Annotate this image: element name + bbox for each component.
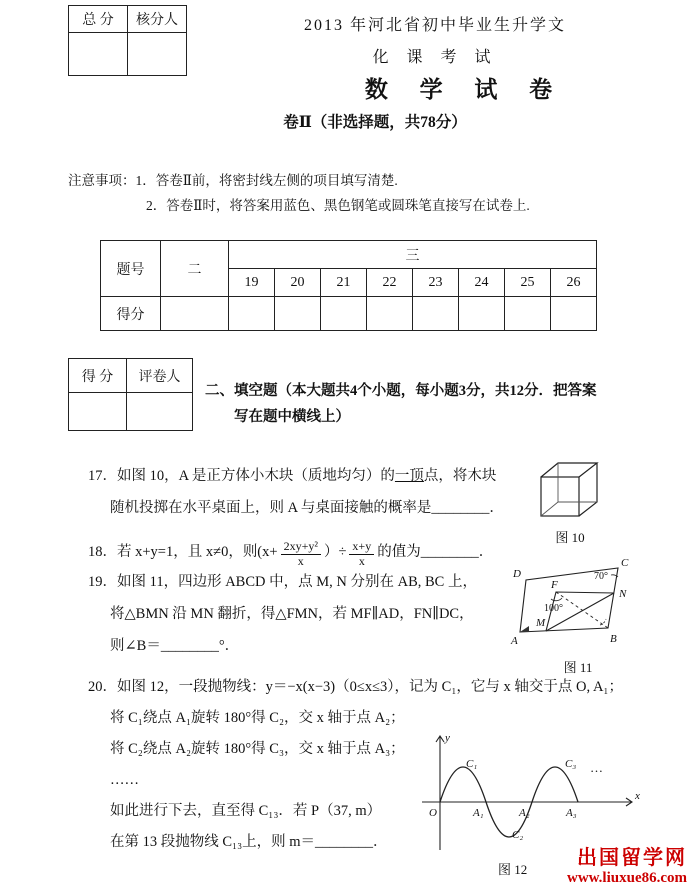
question-number-header: 题号: [101, 241, 161, 297]
fig11-label-m: M: [536, 617, 546, 629]
figure-11: [510, 556, 646, 676]
section-two-heading: [205, 378, 597, 430]
score-cell-26: [551, 297, 597, 331]
cube-right-face: [579, 463, 597, 516]
fig12-label-a2: A₂: [519, 807, 530, 819]
section-heading-line1: 二、填空题（本大题共4个小题，每小题3分，共12分．把答案: [205, 383, 597, 399]
angle-mark-a: [520, 626, 529, 632]
question-19-line2: 将△BMN 沿 MN 翻折，得△FMN，若 MF∥AD，FN∥DC，: [110, 606, 474, 622]
total-score-box: [68, 5, 187, 76]
question-19-line3: 则∠B＝________°．: [110, 638, 240, 654]
score-cell-20: [275, 297, 321, 331]
section-heading-line2: 写在题中横线上）: [234, 409, 350, 425]
x-axis: [422, 798, 632, 806]
notice-line1: 注意事项：1．答卷Ⅱ前，将密封线左侧的项目填写清楚.: [68, 173, 398, 188]
parabola-wave-figure: [416, 724, 648, 852]
fig11-label-b: B: [610, 633, 617, 645]
fig11-label-c: C: [621, 557, 629, 569]
score-row-label: 得分: [101, 297, 161, 331]
question-17-line1: [88, 460, 504, 492]
question-17-line2: 随机投掷在水平桌面上，则 A 与桌面接触的概率是________．: [110, 500, 504, 516]
dashed-fb-segment: [556, 592, 608, 628]
score-cell-23: [413, 297, 459, 331]
score-entry-cell: [69, 393, 127, 431]
grader-entry-cell: [127, 393, 193, 431]
question-20-line5: 如此进行下去，直至得 C₁₃．若 P（37, m）: [110, 803, 382, 819]
q18-frac1-numerator: 2xy+y²: [281, 540, 321, 555]
question-17: [88, 460, 504, 524]
quadrilateral-figure: [510, 556, 646, 650]
section-two-header: 二: [161, 241, 229, 297]
score-checker-label: 核分人: [128, 6, 187, 33]
score-summary-table: [100, 240, 597, 331]
fig11-label-d: D: [513, 568, 521, 580]
figure-12-caption: 图 12: [498, 862, 528, 877]
question-col-23: 23: [413, 269, 459, 297]
q18-fraction-1: [281, 540, 321, 569]
angle-arc-f: [551, 598, 562, 601]
score-cell-25: [505, 297, 551, 331]
score-cell-two: [161, 297, 229, 331]
figure-10: [530, 458, 610, 546]
q18-frac2-denominator: x: [358, 554, 365, 568]
exam-title-line2: 化 课 考 试: [372, 49, 498, 66]
volume-subtitle: 卷Ⅱ（非选择题，共78分）: [283, 114, 467, 131]
score-label: 得 分: [69, 359, 127, 393]
fig11-label-n: N: [619, 588, 627, 600]
fig12-label-y: y: [445, 732, 450, 744]
q18-frac1-denominator: x: [297, 554, 304, 568]
section-three-header: 三: [229, 241, 597, 269]
watermark-url: www.liuxue86.com: [567, 870, 687, 886]
cube-edges: [541, 463, 597, 516]
score-cell-22: [367, 297, 413, 331]
fig11-label-f: F: [551, 579, 558, 591]
q17-underlined-term: 一顶: [394, 468, 424, 484]
grader-label: 评卷人: [127, 359, 193, 393]
figure-10-caption: 图 10: [555, 530, 585, 545]
question-19: [88, 566, 477, 662]
fig11-angle-100: 100°: [544, 603, 563, 614]
score-cell-21: [321, 297, 367, 331]
question-col-21: 21: [321, 269, 367, 297]
fig12-label-a3: A₃: [566, 807, 577, 819]
fig11-angle-70: 70°: [594, 571, 608, 582]
question-20-line1: 20．如图 12，一段抛物线：y＝−x(x−3)（0≤x≤3），记为 C₁，它与 x 轴交于点 O, A₁；: [88, 679, 623, 695]
cube-figure: [533, 458, 607, 520]
question-19-line1: 19．如图 11，四边形 ABCD 中，点 M, N 分别在 AB, BC 上，: [88, 574, 477, 590]
fig12-label-o: O: [429, 807, 437, 819]
fig12-label-c1: C₁: [466, 758, 478, 770]
question-18: [88, 540, 493, 569]
score-checker-cell: [128, 33, 187, 76]
question-col-20: 20: [275, 269, 321, 297]
question-20-line3: 将 C₂绕点 A₂旋转 180°得 C₃，交 x 轴于点 A₃；: [110, 741, 405, 757]
grader-box: [68, 358, 193, 431]
cube-front-face: [541, 477, 579, 516]
score-cell-24: [459, 297, 505, 331]
q17-text-a: 17．如图 10，A 是正方体小木块（质地均匀）的: [88, 468, 395, 484]
total-score-label: 总 分: [69, 6, 128, 33]
q17-text-c: 点，将木块: [423, 468, 497, 484]
question-col-25: 25: [505, 269, 551, 297]
total-score-cell: [69, 33, 128, 76]
q18-text-post: 的值为________．: [377, 544, 494, 560]
question-20-line2: 将 C₁绕点 A₁旋转 180°得 C₂，交 x 轴于点 A₂；: [110, 710, 405, 726]
exam-title-line1: 2013 年河北省初中毕业生升学文: [303, 17, 566, 34]
q18-fraction-2: [349, 540, 374, 569]
watermark-site-name: 出国留学网: [577, 847, 687, 869]
fig12-label-a1: A₁: [473, 807, 484, 819]
watermark: [567, 841, 687, 887]
question-col-22: 22: [367, 269, 413, 297]
fig12-label-c2: C₂: [512, 829, 524, 841]
question-col-24: 24: [459, 269, 505, 297]
question-20-line6: 在第 13 段抛物线 C₁₃上，则 m＝________．: [110, 834, 388, 850]
score-cell-19: [229, 297, 275, 331]
fig11-label-a: A: [511, 635, 518, 647]
cube-top-face: [541, 463, 597, 477]
fig12-continuation-dots: …: [590, 760, 603, 775]
question-col-19: 19: [229, 269, 275, 297]
question-20-line4: ……: [110, 772, 139, 788]
fig12-label-x: x: [635, 790, 640, 802]
notice-block: [68, 168, 530, 218]
q18-frac2-numerator: x+y: [349, 540, 374, 555]
figure-11-caption: 图 11: [563, 660, 593, 675]
paper-title: 数 学 试 卷: [364, 77, 566, 102]
question-col-26: 26: [551, 269, 597, 297]
fig12-label-c3: C₃: [565, 758, 577, 770]
notice-line2: 2．答卷Ⅱ时，将答案用蓝色、黑色钢笔或圆珠笔直接写在试卷上.: [146, 198, 530, 213]
q18-text-pre: 18．若 x+y=1，且 x≠0，则(x+: [88, 544, 278, 560]
q18-text-mid: ）÷: [323, 544, 347, 560]
